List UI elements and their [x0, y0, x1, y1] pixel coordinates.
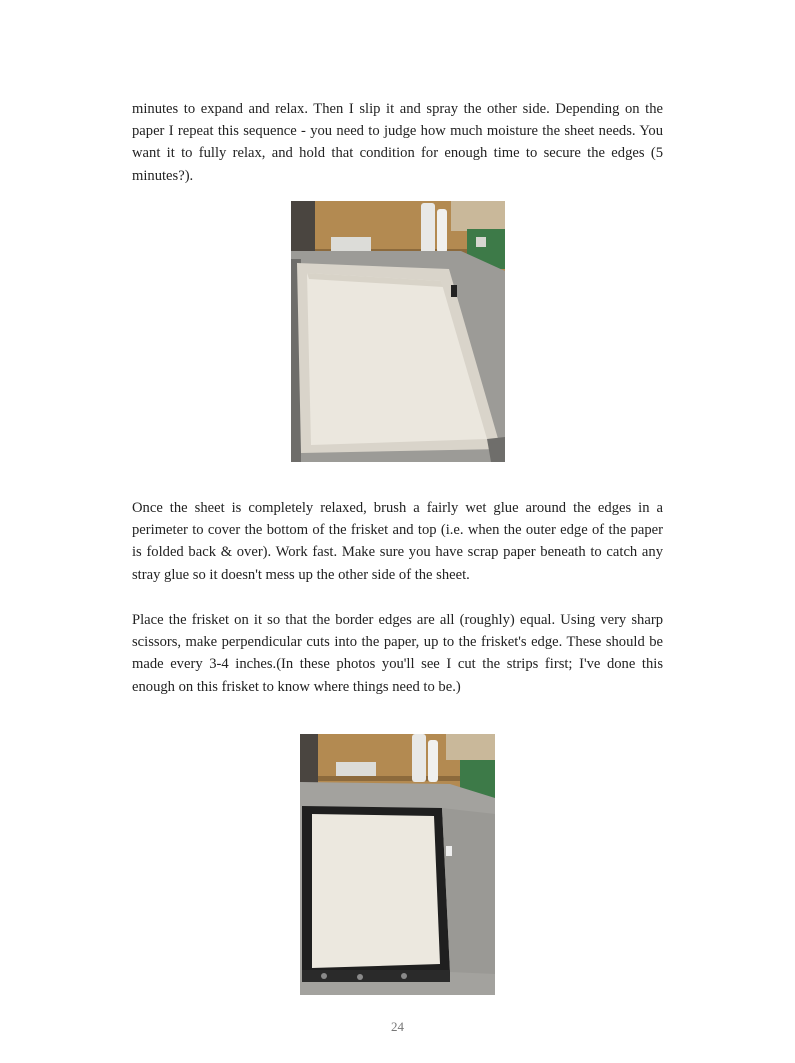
- paragraph-frisket: Place the frisket on it so that the border edges are all (roughly) equal. Using very sharp scissors, make perpendicular cuts into the paper, up to the frisket's edge. These should be made every 3-4 inches.(In these photos you'll see I cut the strips first; I've done this enough on this frisket to know where things need to be.): [132, 612, 663, 695]
- photo-relaxed-sheet-image: [291, 201, 505, 462]
- photo-relaxed-sheet: [291, 201, 505, 462]
- photo-frisket-placed: [300, 734, 495, 995]
- photo-frisket-placed-image: [300, 734, 495, 995]
- paragraph-glue: Once the sheet is completely relaxed, brush a fairly wet glue around the edges in a perimeter to cover the bottom of the frisket and top (i.e. when the outer edge of the paper is folded back & over). Work fast. Make sure you have scrap paper beneath to catch any stray glue so it doesn't mess up the other side of the sheet.: [132, 500, 663, 583]
- page-number: 24: [391, 1019, 404, 1034]
- paragraph-moisture: minutes to expand and relax. Then I slip it and spray the other side. Depending on the paper I repeat this sequence - you need to judge how much moisture the sheet needs. You want it to fully relax, and hold that condition for enough time to secure the edges (5 minutes?).: [132, 101, 663, 184]
